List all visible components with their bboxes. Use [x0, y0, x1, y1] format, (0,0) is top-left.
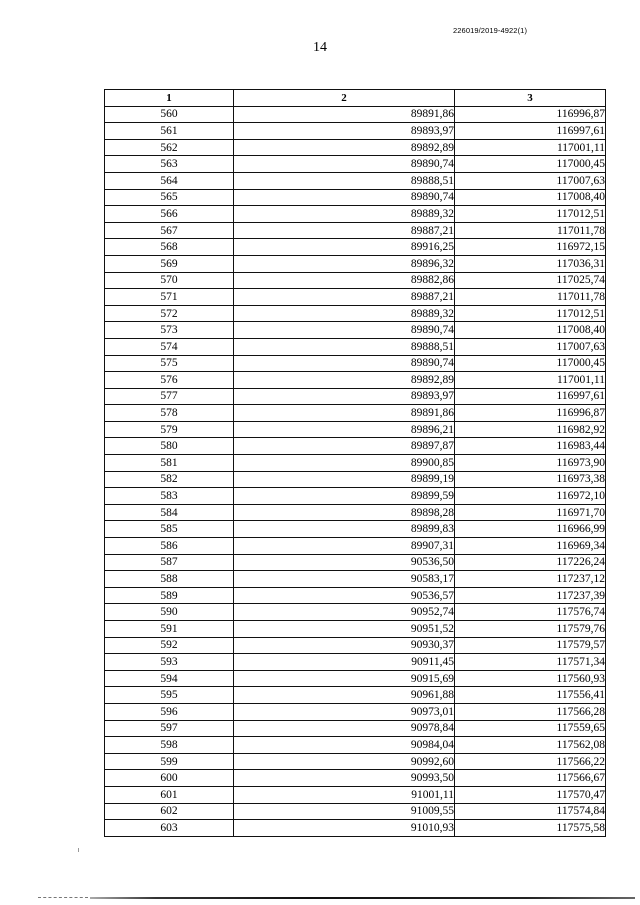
- column-header-point: 1: [105, 90, 234, 107]
- point-number-cell: 576: [105, 372, 234, 389]
- x-coordinate-cell: 89899,83: [234, 521, 455, 538]
- table-row: [105, 123, 606, 140]
- table-row: [105, 305, 606, 322]
- table-row: [105, 106, 606, 123]
- table-row: [105, 488, 606, 505]
- x-coordinate-cell: 90973,01: [234, 703, 455, 720]
- table-row: [105, 421, 606, 438]
- point-number-cell: 601: [105, 786, 234, 803]
- table-body: [105, 106, 606, 836]
- point-number-cell: 575: [105, 355, 234, 372]
- table-row: [105, 820, 606, 837]
- point-number-cell: 589: [105, 587, 234, 604]
- point-number-cell: 569: [105, 255, 234, 272]
- y-coordinate-cell: 116996,87: [455, 106, 606, 123]
- x-coordinate-cell: 89888,51: [234, 338, 455, 355]
- point-number-cell: 592: [105, 637, 234, 654]
- x-coordinate-cell: 89890,74: [234, 156, 455, 173]
- x-coordinate-cell: 89891,86: [234, 106, 455, 123]
- point-number-cell: 587: [105, 554, 234, 571]
- y-coordinate-cell: 116996,87: [455, 405, 606, 422]
- x-coordinate-cell: 89887,21: [234, 289, 455, 306]
- point-number-cell: 590: [105, 604, 234, 621]
- x-coordinate-cell: 89892,89: [234, 372, 455, 389]
- table-row: [105, 388, 606, 405]
- table-row: [105, 770, 606, 787]
- point-number-cell: 595: [105, 687, 234, 704]
- x-coordinate-cell: 91010,93: [234, 820, 455, 837]
- y-coordinate-cell: 117560,93: [455, 670, 606, 687]
- x-coordinate-cell: 89887,21: [234, 222, 455, 239]
- y-coordinate-cell: 116972,10: [455, 488, 606, 505]
- point-number-cell: 574: [105, 338, 234, 355]
- coordinates-table: [104, 89, 606, 837]
- x-coordinate-cell: 89888,51: [234, 172, 455, 189]
- point-number-cell: 572: [105, 305, 234, 322]
- y-coordinate-cell: 117559,65: [455, 720, 606, 737]
- y-coordinate-cell: 116973,90: [455, 455, 606, 472]
- x-coordinate-cell: 89889,32: [234, 206, 455, 223]
- point-number-cell: 580: [105, 438, 234, 455]
- x-coordinate-cell: 91009,55: [234, 803, 455, 820]
- table-row: [105, 355, 606, 372]
- x-coordinate-cell: 89897,87: [234, 438, 455, 455]
- column-header-y: 3: [455, 90, 606, 107]
- x-coordinate-cell: 89890,74: [234, 355, 455, 372]
- table-row: [105, 139, 606, 156]
- point-number-cell: 571: [105, 289, 234, 306]
- table-row: [105, 455, 606, 472]
- table-row: [105, 687, 606, 704]
- x-coordinate-cell: 89889,32: [234, 305, 455, 322]
- y-coordinate-cell: 116973,38: [455, 471, 606, 488]
- y-coordinate-cell: 117570,47: [455, 786, 606, 803]
- point-number-cell: 565: [105, 189, 234, 206]
- y-coordinate-cell: 117566,67: [455, 770, 606, 787]
- table-row: [105, 637, 606, 654]
- x-coordinate-cell: 89900,85: [234, 455, 455, 472]
- x-coordinate-cell: 90583,17: [234, 571, 455, 588]
- y-coordinate-cell: 117008,40: [455, 322, 606, 339]
- point-number-cell: 581: [105, 455, 234, 472]
- x-coordinate-cell: 89899,19: [234, 471, 455, 488]
- y-coordinate-cell: 117011,78: [455, 222, 606, 239]
- y-coordinate-cell: 117007,63: [455, 338, 606, 355]
- document-number: 226019/2019-4922(1): [453, 26, 528, 35]
- column-header-x: 2: [234, 90, 455, 107]
- y-coordinate-cell: 117571,34: [455, 654, 606, 671]
- y-coordinate-cell: 116972,15: [455, 239, 606, 256]
- point-number-cell: 588: [105, 571, 234, 588]
- table-row: [105, 438, 606, 455]
- x-coordinate-cell: 89898,28: [234, 504, 455, 521]
- point-number-cell: 599: [105, 753, 234, 770]
- x-coordinate-cell: 91001,11: [234, 786, 455, 803]
- y-coordinate-cell: 116966,99: [455, 521, 606, 538]
- x-coordinate-cell: 89882,86: [234, 272, 455, 289]
- table-row: [105, 654, 606, 671]
- table-row: [105, 753, 606, 770]
- x-coordinate-cell: 89907,31: [234, 538, 455, 555]
- y-coordinate-cell: 117237,12: [455, 571, 606, 588]
- y-coordinate-cell: 117001,11: [455, 139, 606, 156]
- point-number-cell: 566: [105, 206, 234, 223]
- point-number-cell: 560: [105, 106, 234, 123]
- x-coordinate-cell: 89890,74: [234, 189, 455, 206]
- table-row: [105, 571, 606, 588]
- x-coordinate-cell: 90911,45: [234, 654, 455, 671]
- x-coordinate-cell: 89896,21: [234, 421, 455, 438]
- y-coordinate-cell: 117001,11: [455, 372, 606, 389]
- x-coordinate-cell: 89893,97: [234, 123, 455, 140]
- footer-rule-dashed: [38, 897, 88, 899]
- y-coordinate-cell: 117036,31: [455, 255, 606, 272]
- y-coordinate-cell: 117226,24: [455, 554, 606, 571]
- y-coordinate-cell: 117000,45: [455, 355, 606, 372]
- point-number-cell: 596: [105, 703, 234, 720]
- table-row: [105, 786, 606, 803]
- point-number-cell: 593: [105, 654, 234, 671]
- y-coordinate-cell: 117566,28: [455, 703, 606, 720]
- point-number-cell: 577: [105, 388, 234, 405]
- y-coordinate-cell: 116997,61: [455, 123, 606, 140]
- table-row: [105, 737, 606, 754]
- y-coordinate-cell: 117579,57: [455, 637, 606, 654]
- y-coordinate-cell: 117012,51: [455, 206, 606, 223]
- point-number-cell: 564: [105, 172, 234, 189]
- y-coordinate-cell: 117575,58: [455, 820, 606, 837]
- point-number-cell: 584: [105, 504, 234, 521]
- y-coordinate-cell: 117566,22: [455, 753, 606, 770]
- table-row: [105, 222, 606, 239]
- point-number-cell: 561: [105, 123, 234, 140]
- x-coordinate-cell: 89891,86: [234, 405, 455, 422]
- margin-mark: [78, 848, 79, 852]
- point-number-cell: 602: [105, 803, 234, 820]
- point-number-cell: 594: [105, 670, 234, 687]
- y-coordinate-cell: 117576,74: [455, 604, 606, 621]
- x-coordinate-cell: 90952,74: [234, 604, 455, 621]
- point-number-cell: 579: [105, 421, 234, 438]
- point-number-cell: 573: [105, 322, 234, 339]
- x-coordinate-cell: 90915,69: [234, 670, 455, 687]
- y-coordinate-cell: 117007,63: [455, 172, 606, 189]
- y-coordinate-cell: 116971,70: [455, 504, 606, 521]
- point-number-cell: 585: [105, 521, 234, 538]
- table-row: [105, 255, 606, 272]
- y-coordinate-cell: 116997,61: [455, 388, 606, 405]
- point-number-cell: 570: [105, 272, 234, 289]
- point-number-cell: 583: [105, 488, 234, 505]
- point-number-cell: 586: [105, 538, 234, 555]
- table-header: [105, 90, 606, 107]
- table-row: [105, 670, 606, 687]
- table-row: [105, 703, 606, 720]
- header-row: [105, 90, 606, 107]
- table-row: [105, 338, 606, 355]
- point-number-cell: 598: [105, 737, 234, 754]
- y-coordinate-cell: 117025,74: [455, 272, 606, 289]
- x-coordinate-cell: 90984,04: [234, 737, 455, 754]
- table-row: [105, 372, 606, 389]
- table-row: [105, 289, 606, 306]
- y-coordinate-cell: 117556,41: [455, 687, 606, 704]
- x-coordinate-cell: 90993,50: [234, 770, 455, 787]
- y-coordinate-cell: 117237,39: [455, 587, 606, 604]
- x-coordinate-cell: 90536,57: [234, 587, 455, 604]
- y-coordinate-cell: 117008,40: [455, 189, 606, 206]
- y-coordinate-cell: 116983,44: [455, 438, 606, 455]
- table-row: [105, 554, 606, 571]
- point-number-cell: 562: [105, 139, 234, 156]
- table-row: [105, 272, 606, 289]
- x-coordinate-cell: 90992,60: [234, 753, 455, 770]
- point-number-cell: 563: [105, 156, 234, 173]
- point-number-cell: 600: [105, 770, 234, 787]
- y-coordinate-cell: 117012,51: [455, 305, 606, 322]
- table-row: [105, 189, 606, 206]
- point-number-cell: 603: [105, 820, 234, 837]
- table-row: [105, 720, 606, 737]
- y-coordinate-cell: 117579,76: [455, 621, 606, 638]
- page-number: 14: [313, 40, 327, 55]
- x-coordinate-cell: 89896,32: [234, 255, 455, 272]
- table-row: [105, 587, 606, 604]
- table-row: [105, 604, 606, 621]
- footer-rule: [90, 897, 635, 899]
- table-row: [105, 156, 606, 173]
- y-coordinate-cell: 116969,34: [455, 538, 606, 555]
- point-number-cell: 582: [105, 471, 234, 488]
- x-coordinate-cell: 90951,52: [234, 621, 455, 638]
- y-coordinate-cell: 117011,78: [455, 289, 606, 306]
- y-coordinate-cell: 117562,08: [455, 737, 606, 754]
- x-coordinate-cell: 89890,74: [234, 322, 455, 339]
- x-coordinate-cell: 89916,25: [234, 239, 455, 256]
- table-row: [105, 538, 606, 555]
- table-row: [105, 621, 606, 638]
- table-row: [105, 471, 606, 488]
- x-coordinate-cell: 89893,97: [234, 388, 455, 405]
- table-row: [105, 803, 606, 820]
- point-number-cell: 591: [105, 621, 234, 638]
- x-coordinate-cell: 90930,37: [234, 637, 455, 654]
- table-row: [105, 206, 606, 223]
- x-coordinate-cell: 89892,89: [234, 139, 455, 156]
- y-coordinate-cell: 117574,84: [455, 803, 606, 820]
- point-number-cell: 567: [105, 222, 234, 239]
- x-coordinate-cell: 90961,88: [234, 687, 455, 704]
- x-coordinate-cell: 89899,59: [234, 488, 455, 505]
- y-coordinate-cell: 117000,45: [455, 156, 606, 173]
- table-row: [105, 172, 606, 189]
- y-coordinate-cell: 116982,92: [455, 421, 606, 438]
- point-number-cell: 597: [105, 720, 234, 737]
- x-coordinate-cell: 90978,84: [234, 720, 455, 737]
- point-number-cell: 568: [105, 239, 234, 256]
- point-number-cell: 578: [105, 405, 234, 422]
- table-row: [105, 521, 606, 538]
- table-row: [105, 239, 606, 256]
- x-coordinate-cell: 90536,50: [234, 554, 455, 571]
- table-row: [105, 405, 606, 422]
- table-row: [105, 504, 606, 521]
- table-row: [105, 322, 606, 339]
